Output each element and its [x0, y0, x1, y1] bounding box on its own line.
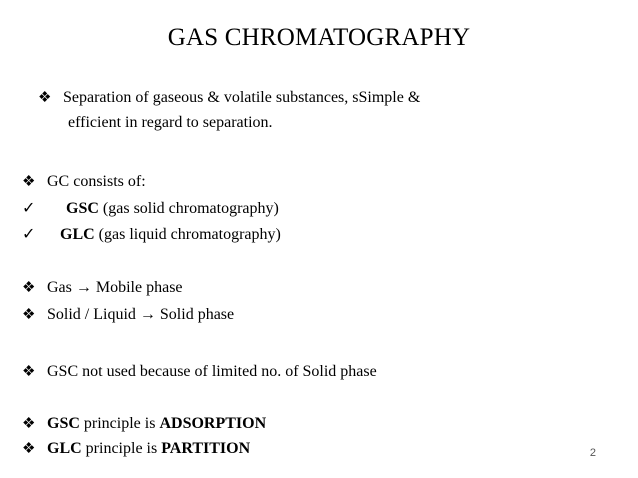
- gc-consists-text: GC consists of:: [47, 173, 146, 190]
- gsc-principle-value: ADSORPTION: [159, 415, 267, 432]
- gas-mobile-item: [22, 278, 183, 297]
- check-bullet-icon: ✓: [22, 200, 36, 217]
- intro-line-2: efficient in regard to separation.: [68, 114, 273, 131]
- glc-principle-value: PARTITION: [161, 440, 251, 457]
- gsc-description: (gas solid chromatography): [102, 200, 279, 217]
- diamond-bullet-icon: ❖: [22, 280, 36, 296]
- slide-title: GAS CHROMATOGRAPHY: [167, 24, 471, 51]
- glc-principle-item: [22, 439, 250, 458]
- diamond-bullet-icon: ❖: [22, 174, 36, 190]
- intro-continuation: [68, 114, 273, 132]
- glc-principle-text: principle is: [85, 440, 158, 457]
- gsc-principle-text: principle is: [83, 415, 156, 432]
- gsc-term: GSC: [66, 200, 99, 217]
- solid-liquid-item: [22, 305, 234, 324]
- gsc-item: [22, 198, 279, 218]
- gsc-principle-item: [22, 414, 266, 433]
- intro-line-1: Separation of gaseous & volatile substances, sSimple &: [63, 89, 421, 106]
- diamond-bullet-icon: ❖: [22, 364, 36, 380]
- solid-liquid-text: Solid / Liquid → Solid phase: [47, 306, 235, 323]
- glc-description: (gas liquid chromatography): [98, 226, 281, 243]
- glc-item: [22, 224, 281, 244]
- diamond-bullet-icon: ❖: [22, 441, 36, 457]
- glc-term: GLC: [60, 226, 95, 243]
- glc-principle-term: GLC: [47, 440, 82, 457]
- intro-bullet: [38, 88, 420, 107]
- gsc-principle-term: GSC: [47, 415, 80, 432]
- check-bullet-icon: ✓: [22, 226, 36, 243]
- gsc-not-used-item: [22, 362, 377, 381]
- diamond-bullet-icon: ❖: [38, 90, 52, 106]
- diamond-bullet-icon: ❖: [22, 307, 36, 323]
- gas-mobile-text: Gas → Mobile phase: [47, 279, 183, 296]
- gsc-not-used-text: GSC not used because of limited no. of Solid phase: [47, 363, 377, 380]
- gc-consists-item: [22, 172, 146, 191]
- diamond-bullet-icon: ❖: [22, 416, 36, 432]
- page-number: 2: [589, 447, 596, 459]
